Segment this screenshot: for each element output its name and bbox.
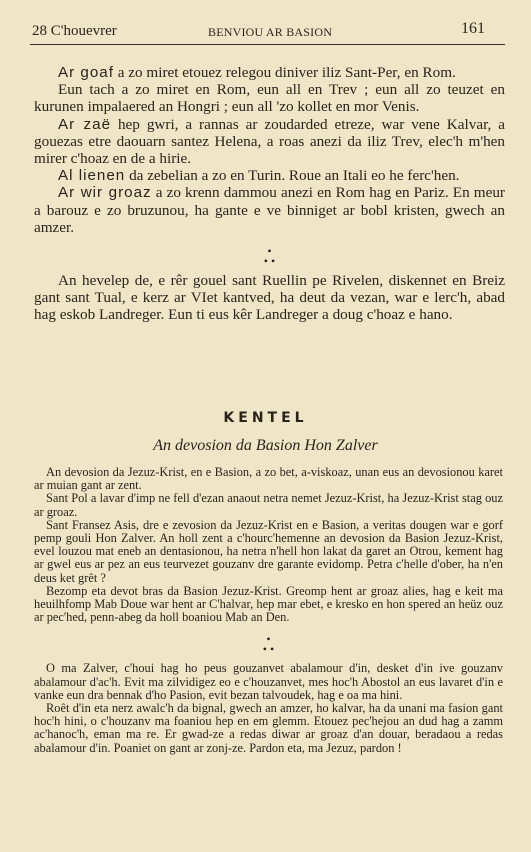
paragraph: Sant Fransez Asis, dre e zevosion da Jezuz-Krist en e Basion, a veritas dougen war e gorf pemp gouli Hon Zalver. An holl zent a c'hourc'hemenne an devosion da Basion Jezuz-Krist, evel louzou mat eneb an dentasionou, ha netra n'hell hon lakat da garet an Otrou, kement hag ar gwel eus ar pez an eus teurvezet gouzanv dre garante evidomp. Petra c'helle d'ober, ha n'en deus ket grêt ? — [34, 517, 503, 585]
section-heading: KENTEL — [223, 410, 308, 426]
paragraph: An hevelep de, e rêr gouel sant Ruellin pe Rivelen, diskennet en Breiz gant sant Tual, e kerz ar VIet kantved, ha deut da vezan, war e lerc'h, abad hag eskob Landreger. Eun ti eus kêr Landreger a doug c'hoaz e hano. — [34, 272, 505, 324]
paragraph: Eun tach a zo miret en Rom, eun all en Trev ; eun all zo teuzet en kurunen impalaered an Hongri ; eun all 'zo kollet en mor Venis. — [34, 81, 505, 116]
header-left: 28 C'houevrer — [32, 23, 117, 39]
lead-words: Al lienen — [58, 167, 126, 185]
paragraph-text: a zo krenn dammou anezi en Rom hag en Pariz. En meur a barouz e zo bruzunou, ha gante e ve binniget ar bobl kristen, gwech an amzer. — [34, 184, 505, 236]
paragraph-text: da zebelian a zo en Turin. Roue an Itali eo he ferc'hen. — [125, 167, 460, 185]
lead-words: Ar zaë — [58, 115, 112, 133]
asterism: • • • — [263, 244, 276, 269]
running-header — [30, 20, 505, 45]
section-subtitle: An devosion da Basion Hon Zalver — [153, 437, 378, 454]
lead-words: Ar goaf — [58, 64, 114, 81]
paragraph-text: a zo miret etouez relegou diniver iliz Sant-Per, en Rom. — [113, 64, 456, 81]
paragraph-text: hep gwri, a rannas ar zoudarded etreze, war vene Kalvar, a gouezas etre daouarn santez Helena, a roas anezi da iliz Trev, elec'h m'hen mirer c'hoaz en de a hirie. — [34, 115, 505, 168]
paragraph: An devosion da Jezuz-Krist, en e Basion, a zo bet, a-viskoaz, unan eus an devosionou karet ar muian gant ar zent. — [34, 465, 503, 493]
paragraph — [34, 184, 505, 236]
lead-words: Ar wir groaz — [58, 184, 152, 202]
paragraph: O ma Zalver, c'houi hag ho peus gouzanvet abalamour d'in, desket d'in ive gouzanv abalamour d'ac'h. Evit ma zilvidigez eo e c'houzanvet, mes hoc'h Abostol an eus lavaret d'in e vanke eun dra bennak d'ho Pasion, evit bezan talvoudek, hag e oa ma hini. — [34, 661, 503, 702]
paragraph: Bezomp eta devot bras da Basion Jezuz-Krist. Greomp hent ar groaz alies, hag e keit ma heuilhfomp Mab Doue war hent ar C'halvar, hep mar ebet, e kresko en hon spered an heüz ouz ar pec'hed, penn-abeg da holl boaniou Mab an Den. — [34, 583, 503, 625]
paragraph: Sant Pol a lavar d'imp ne fell d'ezan anaout netra nemet Jezuz-Krist, ha Jezuz-Krist stag ouz ar groaz. — [34, 491, 503, 519]
paragraph — [34, 116, 505, 168]
asterism: • • • — [262, 632, 275, 657]
relics-section — [34, 64, 505, 324]
page-number: 161 — [461, 20, 485, 37]
paragraph — [34, 167, 505, 184]
lesson-section — [34, 466, 503, 755]
header-title: BENVIOU AR BASION — [208, 25, 333, 39]
paragraph — [34, 64, 505, 81]
paragraph: Roêt d'in eta nerz awalc'h da bignal, gwech an amzer, ho kalvar, ha da unani ma fasion gant hoc'h hini, o c'houzanv ma foaniou hep en em glemm. Etouez pec'hejou an dud hag a zamm ac'hanoc'h, eman ma re. Er gwad-ze a redas diwar ar groaz d'an douar, beradaou a redas abalamour d'in. Poaniet on gant ar zonj-ze. Pardon eta, ma Jezuz, pardon ! — [34, 701, 503, 755]
